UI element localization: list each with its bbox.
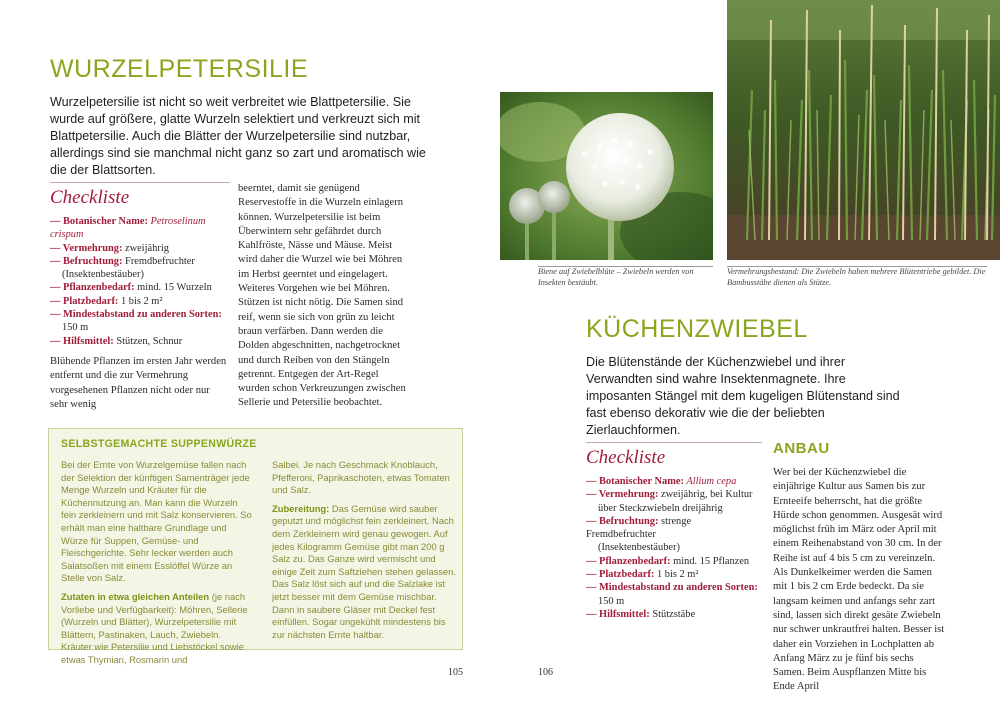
info-box-text: Das Gemüse wird sauber geputzt und möglichst fein zerkleinert. Nach dem Zerkleinern wird genau gewogen. Auf jedes Kilogramm Gemüse gibt man 200 g Salz zu. Das Ganze wird vermischt und einige Zeit zum Saftziehen stehen gelassen. Das Salz löst sich auf und die Salzlake ist jetzt besser mit dem Gemüse mischbar. Dann in saubere Gläser mit Deckel fest einfüllen. Sogar ungekühlt mindestens bis zur nächsten Ernte haltbar. <box>272 502 456 640</box>
info-box-paragraph: Salbei. Je nach Geschmack Knoblauch, Pfefferoni, Paprikaschoten, etwas Tomaten und Salz. <box>272 459 450 496</box>
checklist-item-key: — Mindestabstand zu anderen Sorten: <box>50 309 222 321</box>
checklist-item-value: zweijährig <box>122 242 169 254</box>
page-number-left: 105 <box>448 667 463 678</box>
checklist-item <box>50 295 230 308</box>
checklist-item-key: — Hilfsmittel: <box>50 335 114 347</box>
anbau-text: Wer bei der Küchenzwiebel die einjährige Kultur aus Samen bis zur Ernteeife beherrscht, hat die größte Hürde schon genommen. Ausgesät wird möglichst früh im März oder April mit einem Reihenabstand von 30 cm. In der Reihe ist auf 4 bis 5 cm zu vereinzeln. Als Dunkelkeimer werden die Samen mit 1 bis 2 cm Erde bedeckt. Da sie langsam keimen und anfangs sehr zart sind, lassen sich direkt gesäte Zwiebeln nur schwer unkrautfrei halten. Besser ist daher ein Vorziehen in Lochplatten ab Anfang März zu je fünf bis sechs Samen. Beim Auspflanzen Mitte bis Ende April <box>773 467 945 693</box>
checklist-item-continuation: 150 m <box>62 322 89 334</box>
checklist-wurzelpetersilie <box>50 182 230 348</box>
body-text-column-1: Blühende Pflanzen im ersten Jahr werden entfernt und die zur Vermehrung vorgesehenen Pflanzen nicht oder nur sehr wenig <box>50 356 227 410</box>
checklist-item-value: strenge Fremdbefruchter <box>586 515 692 541</box>
checklist-item-key: — Botanischer Name: <box>586 476 684 487</box>
info-box-title: SELBSTGEMACHTE SUPPENWÜRZE <box>61 438 257 450</box>
checklist-item <box>50 281 230 294</box>
checklist-item <box>50 308 230 321</box>
info-box-paragraph: Bei der Ernte von Wurzelgemüse fallen nach der Selektion der künftigen Samenträger jede Menge Wurzeln und Kräuter für die Küchennutzung an. Man kann die Wurzeln fein zerkleinern und mit Salz konservieren. So erhält man eine haltbare Grundlage und Würze für Suppen, Gemüse- und Fleischgerichte. Sehr lecker werden auch Salatsoßen mit einem Esslöffel Würze an Stelle von Salz. <box>61 459 252 584</box>
checklist-item-value: mind. 15 Wurzeln <box>134 282 212 294</box>
photo-onion-field <box>727 0 1000 260</box>
checklist-item-value: Fremdbefruchter <box>122 255 195 267</box>
checklist-item <box>50 242 230 255</box>
body-paragraph: Stützen ist nicht nötig. Die Samen sind reif, wenn sie sich von grün zu leicht braun verfärben. Dann werden die Dolden abgeschnitten, nachgetrocknet und durch Reiben von den Stängeln getrennt. Entgegen der Art-Regel wurden schon Verkreuzungen zwischen Sellerie und Petersilie beobachtet. <box>238 297 406 409</box>
info-box-label: Zubereitung: <box>272 502 330 514</box>
checklist-item-value: Petroselinum crispum <box>50 216 206 241</box>
checklist-item <box>586 475 762 488</box>
checklist-item-key: — Platzbedarf: <box>586 569 655 581</box>
checklist-items <box>586 475 762 621</box>
checklist-item <box>586 488 762 501</box>
checklist-item-value: Allium cepa <box>683 476 737 487</box>
checklist-item <box>50 335 230 348</box>
checklist-title: Checkliste <box>50 187 130 208</box>
caption-onion-field: Vermehrungsbestand: Die Zwiebeln haben mehrere Blütentriebe gebildet. Die Bambusstäbe dienen als Stütze. <box>727 267 986 287</box>
checklist-item-key: — Botanischer Name: <box>50 216 148 227</box>
checklist-item-key: — Mindestabstand zu anderen Sorten: <box>586 582 758 594</box>
checklist-item-continuation: (Insektenbestäuber) <box>62 269 144 281</box>
checklist-item-key: — Vermehrung: <box>586 489 659 501</box>
intro-wurzelpetersilie: Wurzelpetersilie ist nicht so weit verbreitet wie Blattpetersilie. Sie wurde auf größere, glatte Wurzeln selektiert und verkreuzt sich mit Blattpetersilie. Auch die Blätter der Wurzelpetersilie sind nutzbar, allerdings sind sie manchmal nicht ganz so zart und aromatisch wie die der Blattsorten. <box>50 95 426 177</box>
page-number-right: 106 <box>538 667 553 678</box>
checklist-item <box>586 568 762 581</box>
checklist-item-key: — Pflanzenbedarf: <box>50 282 135 294</box>
checklist-item <box>586 555 762 568</box>
checklist-item-value: Stützstäbe <box>649 608 696 620</box>
checklist-item-value: Stützen, Schnur <box>113 335 183 347</box>
checklist-item-value: 1 bis 2 m² <box>118 295 163 307</box>
checklist-title: Checkliste <box>586 447 666 468</box>
checklist-item-key: — Hilfsmittel: <box>586 608 650 620</box>
checklist-item <box>586 581 762 594</box>
checklist-item-continuation: über Steckzwiebeln dreijährig <box>598 502 723 514</box>
info-box-column-2 <box>272 459 456 641</box>
checklist-item-value: zweijährig, bei Kultur <box>658 489 753 501</box>
info-box-column-1 <box>61 459 254 667</box>
checklist-item-value: mind. 15 Pflanzen <box>670 555 750 567</box>
checklist-item-continuation: (Insektenbestäuber) <box>598 542 680 554</box>
checklist-item-value: 1 bis 2 m² <box>654 569 699 581</box>
checklist-item <box>50 255 230 268</box>
checklist-items <box>50 215 230 348</box>
checklist-item <box>586 515 762 542</box>
onion-flower-illustration <box>500 92 713 260</box>
checklist-item-key: — Platzbedarf: <box>50 295 119 307</box>
checklist-item-key: — Befruchtung: <box>50 255 123 267</box>
onion-field-illustration <box>727 0 1000 260</box>
photo-onion-flower <box>500 92 713 260</box>
page-title-wurzelpetersilie: WURZELPETERSILIE <box>50 55 309 83</box>
checklist-item-continuation: 150 m <box>598 595 625 607</box>
checklist-item-key: — Pflanzenbedarf: <box>586 555 671 567</box>
info-box-suppenwuerze <box>48 428 463 665</box>
checklist-item <box>586 608 762 621</box>
intro-kuechenzwiebel: Die Blütenstände der Küchenzwiebel und ihrer Verwandten sind wahre Insektenmagnete. Ihre imposanten Stängel mit dem kugeligen Blütenstand sind fast ebenso dekorativ wie die der beliebten Zierlauchformen. <box>586 355 900 437</box>
info-box-paragraph <box>272 503 456 642</box>
body-paragraph: beerntet, damit sie genügend Reservestoffe in die Wurzeln einlagern können. Wurzelpetersilie ist beim Überwintern sehr gefährdet durch Kahlfröste, Nässe und Mäuse. Meist wird daher die Wurzel wie bei Möhren im Herbst geerntet und eingelagert. Weiteres Vorgehen wie bei Möhren. <box>238 183 404 295</box>
info-box-paragraph <box>61 591 254 667</box>
checklist-kuechenzwiebel <box>586 442 762 621</box>
caption-onion-flower: Biene auf Zwiebelblüte – Zwiebeln werden von Insekten bestäubt. <box>538 267 694 287</box>
checklist-item-key: — Vermehrung: <box>50 242 123 254</box>
info-box-label: Zutaten in etwa gleichen Anteilen <box>61 590 210 602</box>
body-text-column-2 <box>238 182 410 411</box>
checklist-item-key: — Befruchtung: <box>586 515 659 527</box>
section-title-anbau: ANBAU <box>773 440 830 457</box>
page-title-kuechenzwiebel: KÜCHENZWIEBEL <box>586 315 808 343</box>
checklist-item <box>50 215 230 242</box>
info-box-text: (je nach Vorliebe und Verfügbarkeit): Möhren, Sellerie (Wurzeln und Blätter), Wurzelpetersilie mit Blättern, Pastinaken, Lauch, Zwiebeln. Kräuter wie Petersilie und Liebstöckel sowie etwas Thymian, Rosmarin und <box>61 590 248 665</box>
